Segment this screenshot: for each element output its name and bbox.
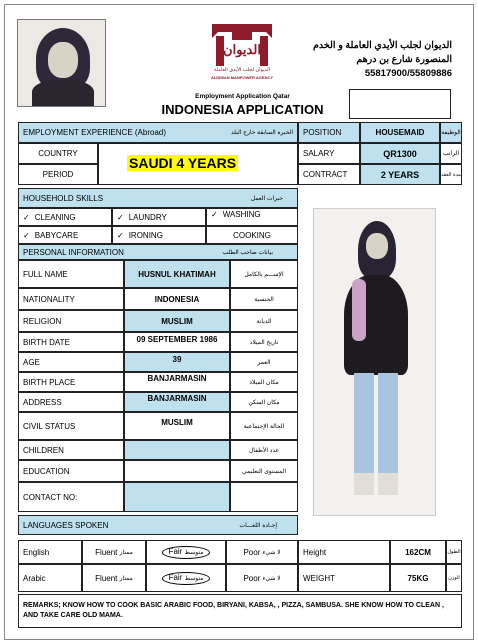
skill-label: COOKING — [233, 230, 271, 240]
fluent-text-ar: ممتاز — [119, 549, 133, 556]
fair-text: Fair — [168, 572, 183, 582]
experience-label: EMPLOYMENT EXPERIENCE (Abroad) — [23, 128, 167, 137]
fluent-text: Fluent — [95, 573, 118, 583]
nationality-value: INDONESIA — [124, 288, 230, 310]
portrait-photo — [17, 19, 106, 107]
contact-value — [124, 482, 230, 512]
agency-logo — [206, 18, 278, 82]
age-value: 39 — [124, 352, 230, 372]
birthplace-value: BANJARMASIN — [124, 372, 230, 392]
lang-arabic-poor — [226, 564, 298, 592]
selected-level-oval — [162, 572, 211, 585]
skill-label: LAUNDRY — [128, 212, 167, 222]
birthdate-label: BIRTH DATE — [18, 332, 124, 352]
education-label: EDUCATION — [18, 460, 124, 482]
birthplace-label: BIRTH PLACE — [18, 372, 124, 392]
personal-header — [18, 244, 298, 260]
lang-english-fluent — [82, 540, 146, 564]
skill-laundry — [112, 208, 206, 226]
skill-washing — [206, 208, 298, 226]
weight-value: 75KG — [390, 564, 446, 592]
languages-header — [18, 515, 298, 535]
remarks: REMARKS; KNOW HOW TO COOK BASIC ARABIC FOOD, BIRYANI, KABSA, , PIZZA, SAMBUSA. SHE KNOW HOW TO CLEAN , AND TAKE CARE OLD MAMA. — [18, 594, 462, 628]
check-icon: ✓ — [117, 212, 124, 222]
lang-english-fair — [146, 540, 226, 564]
personal-label-ar: بيانات صاحب الطلب — [222, 249, 273, 256]
skill-label: BABYCARE — [34, 230, 79, 240]
lang-arabic-name: Arabic — [18, 564, 82, 592]
civilstatus-label-ar: الحالة الإجتماعية — [230, 412, 298, 440]
experience-label-ar: الخبرة السابقة خارج البلد — [231, 130, 293, 136]
languages-label: LANGUAGES SPOKEN — [23, 520, 109, 530]
contract-value: 2 YEARS — [360, 164, 440, 185]
experience-value: SAUDI 4 YEARS — [129, 155, 237, 171]
education-value — [124, 460, 230, 482]
weight-label-ar: الوزن — [446, 564, 462, 592]
contract-label-ar: مدة العقد — [440, 164, 462, 185]
position-label-ar: الوظيفة — [440, 122, 462, 143]
skill-label: CLEANING — [34, 212, 76, 222]
height-label: Height — [298, 540, 390, 564]
lang-arabic-fair — [146, 564, 226, 592]
children-label: CHILDREN — [18, 440, 124, 460]
fluent-text: Fluent — [95, 547, 118, 557]
experience-header — [18, 122, 298, 143]
agency-name-ar: الديوان لجلب الأيدي العاملة و الخدم — [313, 40, 452, 51]
skill-label: WASHING — [222, 210, 261, 219]
selected-level-oval — [162, 546, 211, 559]
birthdate-value: 09 SEPTEMBER 1986 — [124, 332, 230, 352]
skill-babycare — [18, 226, 112, 244]
fair-text-ar: متوسط — [184, 575, 204, 582]
address-label: ADDRESS — [18, 392, 124, 412]
poor-text: Poor — [243, 547, 261, 557]
skill-label: IRONING — [128, 230, 163, 240]
languages-label-ar: إجـادة اللغـــات — [239, 522, 277, 529]
check-icon: ✓ — [23, 212, 30, 222]
weight-label: WEIGHT — [298, 564, 390, 592]
fluent-text-ar: ممتاز — [119, 575, 133, 582]
lang-english-poor — [226, 540, 298, 564]
contract-label: CONTRACT — [298, 164, 360, 185]
agency-address-ar: المنصورة شارع بن درهم — [356, 54, 452, 65]
birthdate-label-ar: تاريخ الميلاد — [230, 332, 298, 352]
fullname-label: FULL NAME — [18, 260, 124, 288]
civilstatus-value: MUSLIM — [124, 412, 230, 440]
address-label-ar: مكان السكن — [230, 392, 298, 412]
skills-label-ar: خبرات العمل — [250, 195, 283, 202]
civilstatus-label: CIVIL STATUS — [18, 412, 124, 440]
nationality-label: NATIONALITY — [18, 288, 124, 310]
reference-box — [349, 89, 451, 119]
agency-phones: 55817900/55809886 — [364, 68, 452, 79]
full-body-photo — [313, 208, 436, 516]
education-label-ar: المستوى التعليمي — [230, 460, 298, 482]
lang-arabic-fluent — [82, 564, 146, 592]
age-label: AGE — [18, 352, 124, 372]
country-label: COUNTRY — [18, 143, 98, 164]
religion-label: RELIGION — [18, 310, 124, 332]
poor-text-ar: لا شيء — [262, 549, 281, 556]
poor-text-ar: لا شيء — [262, 575, 281, 582]
religion-label-ar: الديانة — [230, 310, 298, 332]
salary-label-ar: الراتب — [440, 143, 462, 164]
skills-header — [18, 188, 298, 208]
logo-caption-en: ALDIWAN MANPOWER AGENCY — [210, 75, 274, 80]
age-label-ar: العمر — [230, 352, 298, 372]
period-label: PERIOD — [18, 164, 98, 185]
personal-label: PERSONAL INFORMATION — [23, 247, 124, 257]
position-value: HOUSEMAID — [360, 122, 440, 143]
contact-label-ar — [230, 482, 298, 512]
skills-label: HOUSEHOLD SKILLS — [23, 193, 104, 203]
poor-text: Poor — [243, 573, 261, 583]
fullname-value: HUSNUL KHATIMAH — [124, 260, 230, 288]
check-icon: ✓ — [211, 210, 218, 219]
salary-value: QR1300 — [360, 143, 440, 164]
skill-cleaning — [18, 208, 112, 226]
birthplace-label-ar: مكان الميلاد — [230, 372, 298, 392]
form-subtitle: Employment Application Qatar — [195, 93, 290, 100]
logo-caption-ar: الديوان لجلب الأيدي العاملة — [213, 67, 271, 73]
check-icon: ✓ — [23, 230, 30, 240]
height-label-ar: الطول — [446, 540, 462, 564]
contact-label: CONTACT NO: — [18, 482, 124, 512]
address-value: BANJARMASIN — [124, 392, 230, 412]
religion-value: MUSLIM — [124, 310, 230, 332]
salary-label: SALARY — [298, 143, 360, 164]
experience-value-cell — [98, 143, 298, 185]
skill-ironing — [112, 226, 206, 244]
fair-text-ar: متوسط — [184, 549, 204, 556]
skill-cooking — [206, 226, 298, 244]
form-title: INDONESIA APPLICATION — [161, 102, 324, 117]
nationality-label-ar: الجنسية — [230, 288, 298, 310]
check-icon: ✓ — [117, 230, 124, 240]
position-label: POSITION — [298, 122, 360, 143]
children-value — [124, 440, 230, 460]
lang-english-name: English — [18, 540, 82, 564]
logo-brand-text: الديوان — [223, 42, 261, 57]
height-value: 162CM — [390, 540, 446, 564]
children-label-ar: عدد الأطفال — [230, 440, 298, 460]
fullname-label-ar: الإســـم بالكامل — [230, 260, 298, 288]
fair-text: Fair — [168, 546, 183, 556]
